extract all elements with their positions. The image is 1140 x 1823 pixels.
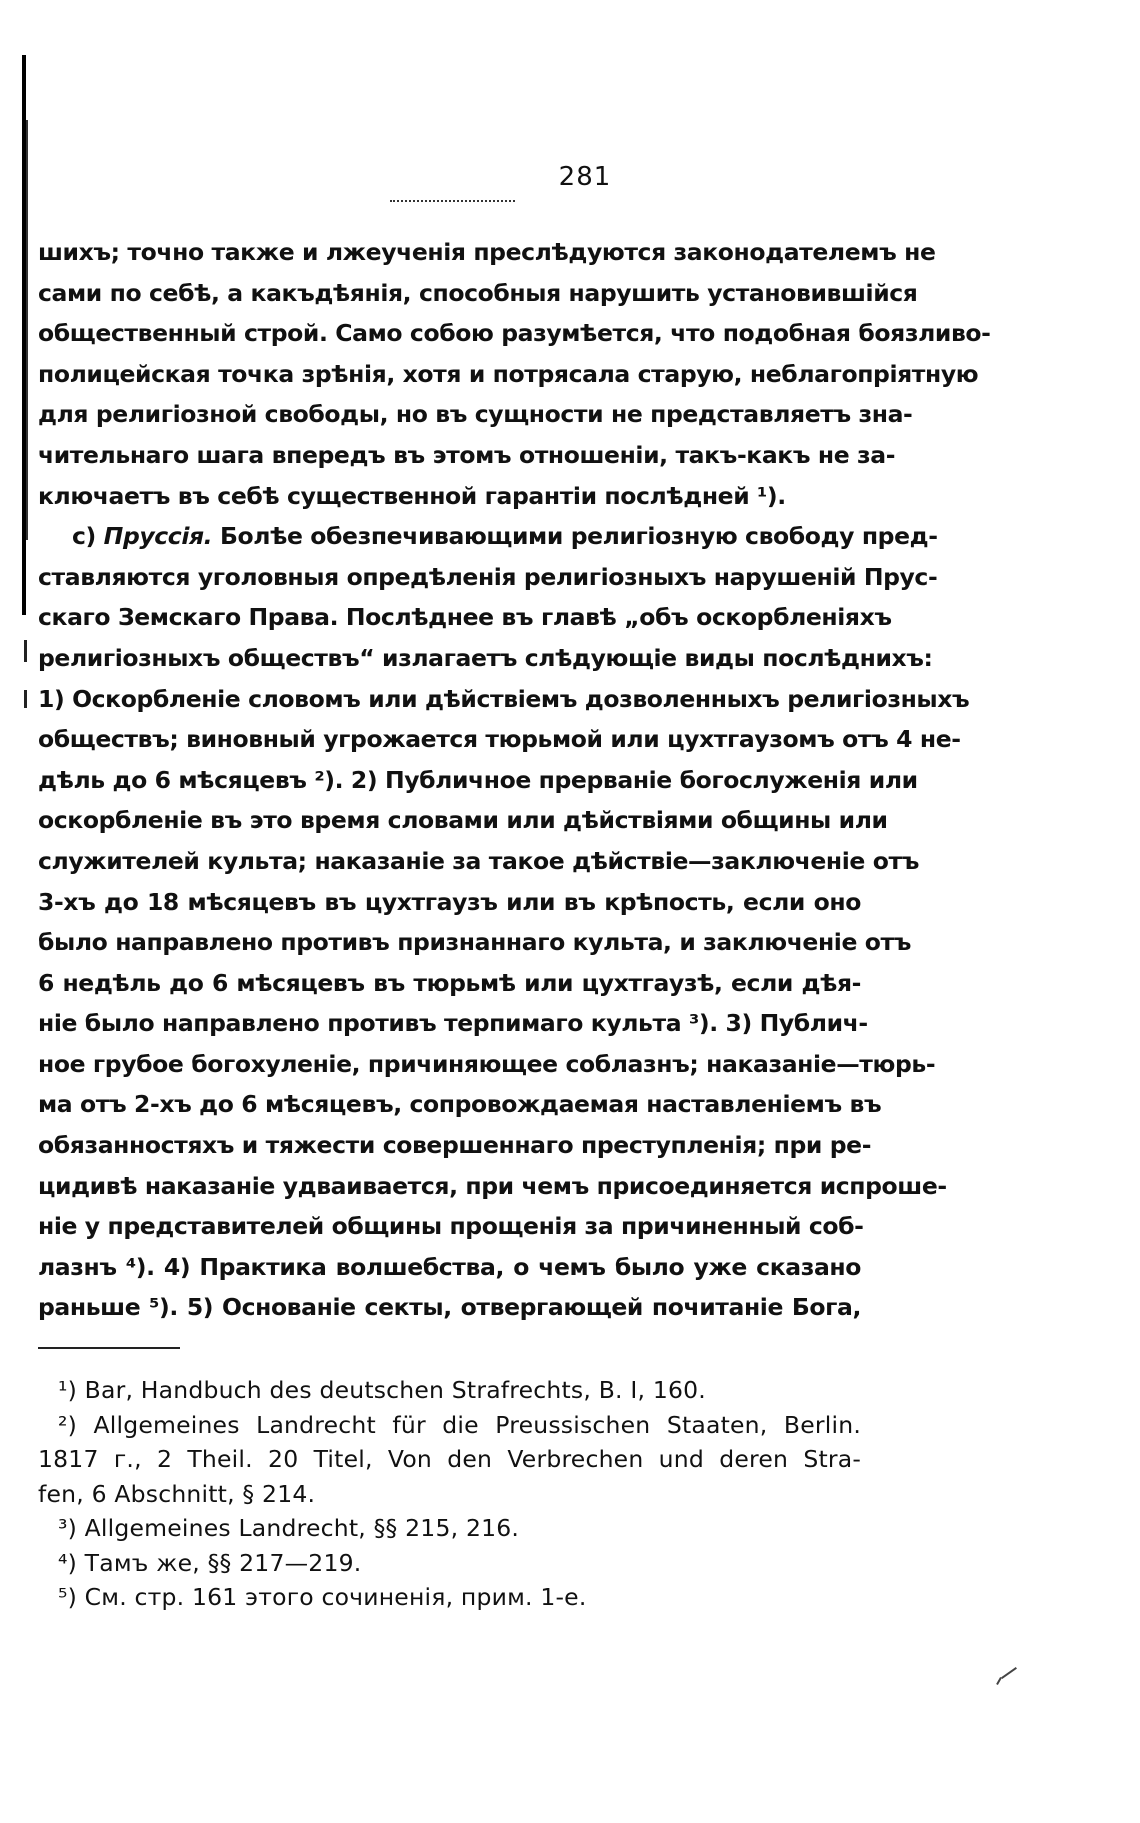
text-line: полицейская точка зрѣнія, хотя и потрясала старую, неблагопріятную [38,359,979,388]
text-line: лазнъ ⁴). 4) Практика волшебства, о чемъ было уже сказано [38,1252,861,1281]
text-line: обществъ; виновный угрожается тюрьмой или цухтгаузомъ отъ 4 не- [38,725,961,754]
text-line: чительнаго шага впередъ въ этомъ отношеніи, такъ-какъ не за- [38,440,896,469]
footnote-line: 1817 г., 2 Theil. 20 Titel, Von den Verbrechen und deren Stra- [38,1445,861,1473]
section-title: Пруссія. [103,522,213,551]
text-line: ма отъ 2-хъ до 6 мѣсяцевъ, сопровождаемая наставленіемъ въ [38,1090,882,1119]
text-line: дѣль до 6 мѣсяцевъ ²). 2) Публичное прерваніе богослуженія или [38,765,918,794]
text-line: ніе у представителей общины прощенія за причиненный соб- [38,1212,864,1241]
footnote-line: fen, 6 Abschnitt, § 214. [38,1479,316,1508]
section-heading-line [38,516,938,557]
text-line: оскорбленіе въ это время словами или дѣйствіями общины или [38,806,888,835]
footnote-line: ²) Allgemeines Landrecht für die Preussischen Staaten, Berlin. [58,1410,861,1439]
text-line: ніе было направлено противъ терпимаго культа ³). 3) Публич- [38,1009,868,1038]
footnote-line: ³) Allgemeines Landrecht, §§ 215, 216. [58,1514,520,1542]
footnotes [38,1373,861,1615]
section-label: c) [72,522,96,551]
pencil-mark [1001,1667,1017,1679]
text-line: религіозныхъ обществъ“ излагаетъ слѣдующіе виды послѣднихъ: [38,643,933,672]
text-line: обязанностяхъ и тяжести совершеннаго преступленія; при ре- [38,1131,872,1160]
text-line: ное грубое богохуленіе, причиняющее соблазнъ; наказаніе—тюрь- [38,1049,936,1078]
text-line: было направлено противъ признаннаго культа, и заключеніе отъ [38,928,912,957]
footnote-separator [38,1347,180,1349]
page-number: 281 [558,162,612,192]
pencil-mark [996,1677,1002,1685]
text-line: для религіозной свободы, но въ сущности не представляетъ зна- [38,400,913,429]
main-text [38,232,991,1328]
text-line: цидивѣ наказаніе удваивается, при чемъ присоединяется испроше- [38,1171,947,1200]
text-line: скаго Земскаго Права. Послѣднее въ главѣ „объ оскорбленіяхъ [38,603,892,632]
text-line: 1) Оскорбленіе словомъ или дѣйствіемъ дозволенныхъ религіозныхъ [38,684,970,713]
text-line: сами по себѣ, а какъдѣянія, способныя нарушить установившійся [38,278,918,307]
section-first-line: Болѣе обезпечивающими религіозную свободу пред- [220,522,938,551]
text-line: шихъ; точно также и лжеученія преслѣдуются законодателемъ не [38,238,936,266]
page-number-rule [390,200,515,205]
footnote-line: ⁵) См. стр. 161 этого сочиненія, прим. 1-е. [58,1583,587,1611]
text-line: 3-хъ до 18 мѣсяцевъ въ цухтгаузъ или въ крѣпость, если оно [38,887,861,916]
text-line: 6 недѣль до 6 мѣсяцевъ въ тюрьмѣ или цухтгаузѣ, если дѣя- [38,968,861,997]
text-line: ключаетъ въ себѣ существенной гарантіи послѣдней ¹). [38,481,786,510]
text-line: ставляются уголовныя опредѣленія религіозныхъ нарушеній Прус- [38,562,938,591]
footnote-line: ¹) Bar, Handbuch des deutschen Strafrechts, B. I, 160. [58,1376,706,1404]
text-line: служителей культа; наказаніе за такое дѣйствіе—заключеніе отъ [38,846,919,875]
scan-edge-mark [24,690,27,708]
scan-edge-mark [24,640,27,662]
text-line: общественный строй. Само собою разумѣется, что подобная боязливо- [38,319,991,348]
text-line: раньше ⁵). 5) Основаніе секты, отвергающей почитаніе Бога, [38,1293,861,1322]
footnote-line: ⁴) Тамъ же, §§ 217—219. [58,1548,362,1577]
